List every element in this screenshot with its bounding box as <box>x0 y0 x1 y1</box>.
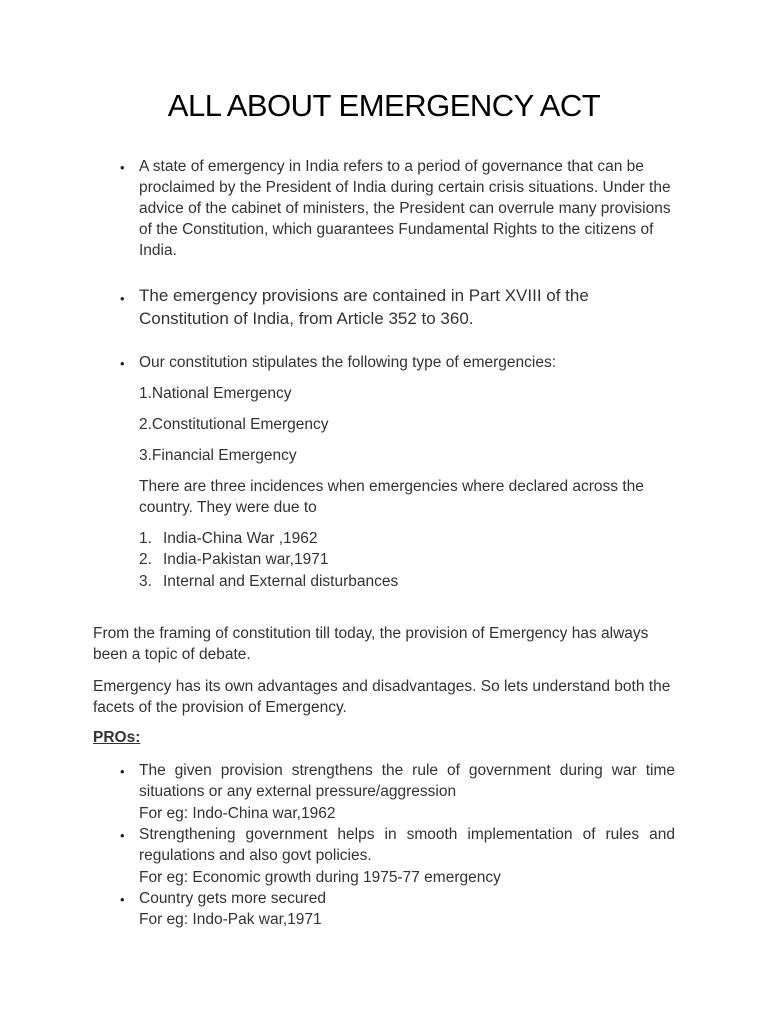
pro-item-1-example: For eg: Indo-China war,1962 <box>139 805 336 822</box>
bullet-icon: • <box>120 356 125 371</box>
incidence-item: India-China War ,1962 <box>163 530 318 547</box>
bullet-icon: • <box>120 291 125 306</box>
incidence-item: Internal and External disturbances <box>163 573 399 590</box>
bullet-text-1: A state of emergency in India refers to a period of governance that can be proclaimed by the President of India during certain crisis situations. Under the advice of the cabinet of ministers, the President can overrule many provisions of the Constitution, which guarantees Fundamental Rights to the citizens of India. <box>139 158 671 259</box>
pros-heading: PROs: <box>93 729 141 746</box>
pro-item-3: Country gets more secured <box>139 890 326 907</box>
paragraph-debate: From the framing of constitution till today, the provision of Emergency has always been a topic of debate. <box>93 625 649 663</box>
page-title: ALL ABOUT EMERGENCY ACT <box>167 88 601 123</box>
pro-item-2: Strengthening government helps in smooth implementation of rules and regulations and also govt policies. <box>139 826 675 864</box>
list-number: 1. <box>139 530 152 547</box>
bullet-icon: • <box>120 892 125 907</box>
list-number: 3. <box>139 573 152 590</box>
bullet-icon: • <box>120 764 125 779</box>
pro-item-3-example: For eg: Indo-Pak war,1971 <box>139 911 322 928</box>
incidence-item: India-Pakistan war,1971 <box>163 551 329 568</box>
bullet-text-3: Our constitution stipulates the following type of emergencies: <box>139 354 557 371</box>
list-number: 2. <box>139 551 152 568</box>
emergency-type-2: 2.Constitutional Emergency <box>139 416 329 433</box>
pro-item-2-example: For eg: Economic growth during 1975-77 emergency <box>139 869 501 886</box>
pro-item-1: The given provision strengthens the rule of government during war time situations or any external pressure/aggression <box>139 762 675 800</box>
incidences-intro: There are three incidences when emergencies where declared across the country. They were due to <box>139 478 644 516</box>
bullet-icon: • <box>120 160 125 175</box>
bullet-icon: • <box>120 828 125 843</box>
emergency-type-1: 1.National Emergency <box>139 385 292 402</box>
bullet-text-2: The emergency provisions are contained in Part XVIII of the Constitution of India, from Article 352 to 360. <box>139 286 589 328</box>
paragraph-facets: Emergency has its own advantages and disadvantages. So lets understand both the facets of the provision of Emergency. <box>93 678 671 716</box>
emergency-type-3: 3.Financial Emergency <box>139 447 297 464</box>
